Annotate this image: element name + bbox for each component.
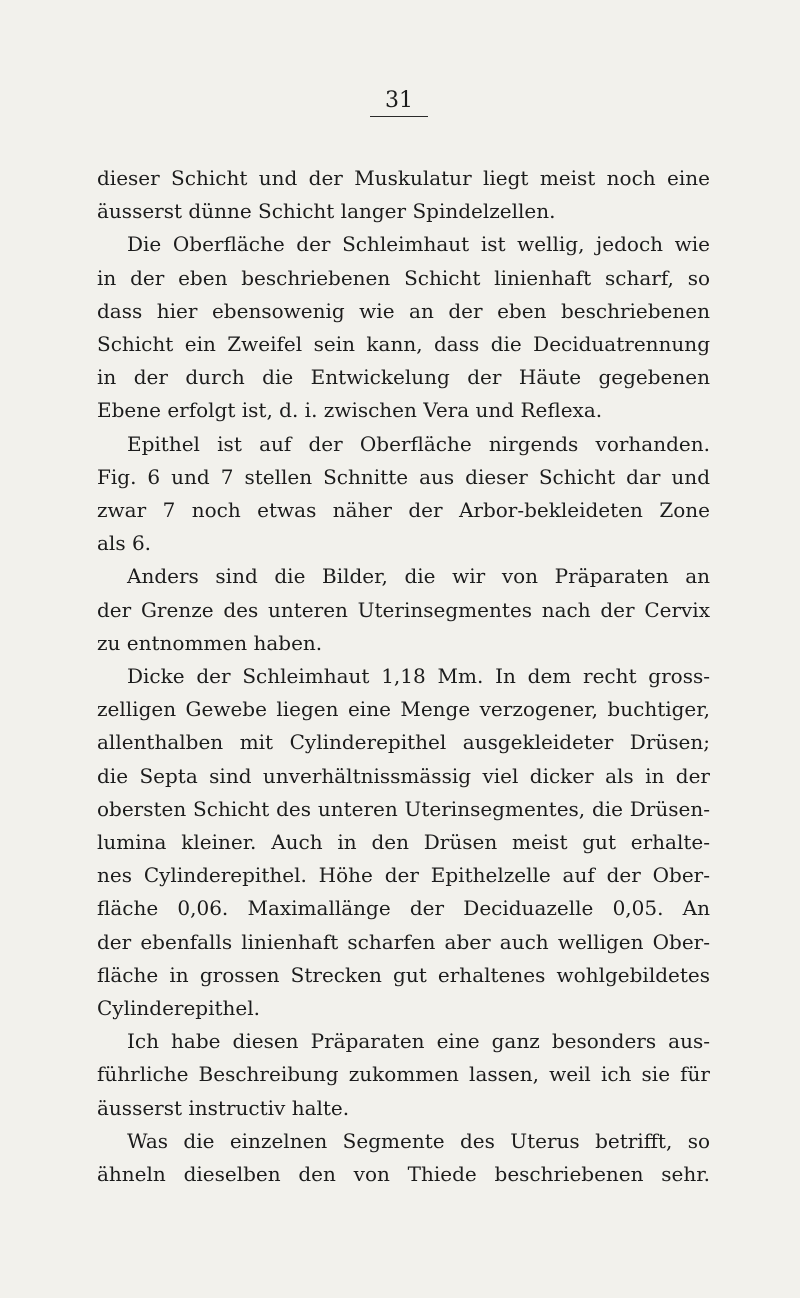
text-line: Schicht ein Zweifel sein kann, dass die Deciduatrennung [97, 332, 710, 357]
text-line: Ebene erfolgt ist, d. i. zwischen Vera und Reflexa. [97, 398, 603, 423]
text-line: zwar 7 noch etwas näher der Arbor-bekleideten Zone [97, 498, 710, 523]
text-line: die Septa sind unverhältnissmässig viel dicker als in der [97, 763, 710, 788]
text-line: Die Oberfläche der Schleimhaut ist wellig, jedoch wie [127, 232, 710, 257]
text-line: ähneln dieselben den von Thiede beschriebenen sehr. [97, 1162, 710, 1187]
text-line: Ich habe diesen Präparaten eine ganz besonders aus- [127, 1029, 710, 1054]
text-line: fläche in grossen Strecken gut erhaltenes wohlgebildetes [97, 962, 710, 987]
text-line: allenthalben mit Cylinderepithel ausgekleideter Drüsen; [97, 730, 710, 755]
text-line: in der eben beschriebenen Schicht linienhaft scharf, so [97, 265, 710, 290]
text-line: zu entnommen haben. [97, 630, 323, 655]
text-line: dass hier ebensowenig wie an der eben beschriebenen [97, 298, 710, 323]
page-number: 31 [370, 88, 428, 117]
text-line: in der durch die Entwickelung der Häute gegebenen [97, 365, 710, 390]
text-line: Cylinderepithel. [97, 996, 261, 1021]
text-line: Was die einzelnen Segmente des Uterus betrifft, so [127, 1128, 710, 1153]
text-line: nes Cylinderepithel. Höhe der Epithelzelle auf der Ober- [97, 863, 710, 888]
text-line: zelligen Gewebe liegen eine Menge verzogener, buchtiger, [97, 697, 710, 722]
text-line: dieser Schicht und der Muskulatur liegt meist noch eine [97, 166, 710, 190]
text-line: lumina kleiner. Auch in den Drüsen meist gut erhalte- [97, 830, 710, 855]
text-line: äusserst instructiv halte. [97, 1095, 350, 1120]
text-line: fläche 0,06. Maximallänge der Deciduazelle 0,05. An [97, 896, 710, 921]
body-text [97, 162, 710, 1191]
text-line: Fig. 6 und 7 stellen Schnitte aus dieser Schicht dar und [97, 464, 710, 489]
text-line: Anders sind die Bilder, die wir von Präparaten an [127, 564, 710, 589]
text-line: der Grenze des unteren Uterinsegmentes nach der Cervix [97, 597, 710, 622]
text-line: als 6. [97, 531, 152, 556]
text-line: führliche Beschreibung zukommen lassen, weil ich sie für [97, 1062, 710, 1087]
text-line: Epithel ist auf der Oberfläche nirgends vorhanden. [127, 431, 710, 456]
text-line: der ebenfalls linienhaft scharfen aber auch welligen Ober- [97, 929, 710, 954]
text-line: äusserst dünne Schicht langer Spindelzellen. [97, 199, 556, 224]
text-line: obersten Schicht des unteren Uterinsegmentes, die Drüsen- [97, 796, 710, 821]
text-line: Dicke der Schleimhaut 1,18 Mm. In dem recht gross- [127, 664, 710, 689]
